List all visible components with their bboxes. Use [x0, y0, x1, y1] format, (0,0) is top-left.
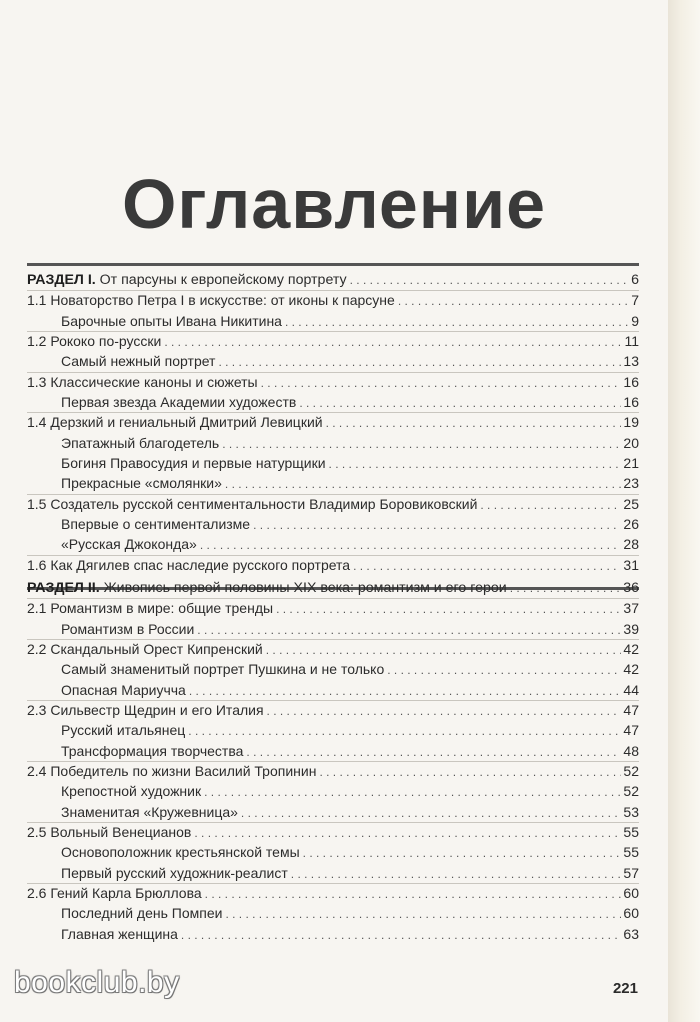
dot-leader	[398, 291, 629, 311]
toc-entry-text: 1.1 Новаторство Петра I в искусстве: от иконы к парсуне	[27, 292, 395, 309]
toc-entry-row	[27, 822, 639, 842]
toc-entry-text: 2.5 Вольный Венецианов	[27, 823, 192, 840]
toc-page-number: 20	[623, 434, 639, 451]
watermark-logo: bookclub.by	[14, 966, 180, 999]
toc-entry-title	[27, 290, 395, 310]
dot-leader	[329, 454, 622, 474]
toc-page-number: 47	[623, 701, 639, 718]
toc-entry-title	[27, 883, 202, 903]
toc-page-number: 44	[623, 681, 639, 698]
toc-entry-title	[27, 412, 323, 432]
dot-leader	[246, 742, 621, 762]
toc-entry-row	[27, 924, 639, 944]
toc-entry-row	[27, 863, 639, 883]
toc-entry-title	[27, 372, 258, 392]
toc-entry-text: Крепостной художник	[61, 783, 202, 800]
toc-entry-title	[27, 639, 263, 659]
dot-leader	[194, 823, 621, 843]
toc-entry-row	[27, 700, 639, 720]
toc-entry-title	[61, 720, 185, 740]
toc-entry-row	[27, 639, 639, 659]
toc-page-number: 16	[623, 393, 639, 410]
toc-entry-row	[27, 433, 639, 453]
toc-entry-text: «Русская Джоконда»	[61, 536, 197, 553]
toc-entry-title	[27, 761, 316, 781]
dot-leader	[204, 782, 621, 802]
toc-separator-line	[27, 331, 639, 332]
dot-leader	[387, 660, 621, 680]
toc-entry-title	[61, 842, 300, 862]
toc-page-number: 36	[623, 579, 639, 596]
page-spine-shadow	[668, 0, 700, 1022]
toc-entry-text: Романтизм в России	[61, 620, 195, 637]
dot-leader	[266, 640, 622, 660]
toc-entry-row	[27, 514, 639, 534]
toc-entry-title	[61, 802, 238, 822]
toc-page-number: 57	[623, 864, 639, 881]
toc-page-number: 53	[623, 803, 639, 820]
dot-leader	[350, 270, 629, 290]
toc-entry-text: 1.5 Создатель русской сентиментальности Владимир Боровиковский	[27, 495, 478, 512]
toc-entry-text: Главная женщина	[61, 925, 178, 942]
toc-separator-line	[27, 290, 639, 291]
toc-entry-row	[27, 372, 639, 392]
toc-page-number: 37	[623, 600, 639, 617]
toc-page-number: 55	[623, 844, 639, 861]
toc-entry-title	[61, 311, 282, 331]
toc-section-prefix: РАЗДЕЛ II.	[27, 579, 100, 596]
dot-leader	[188, 721, 621, 741]
toc-entry-text: 1.2 Рококо по-русски	[27, 332, 162, 349]
toc-page-number: 42	[623, 661, 639, 678]
toc-entry-row	[27, 351, 639, 371]
toc-entry-row	[27, 598, 639, 618]
page-title: Оглавление	[121, 165, 547, 243]
dot-leader	[181, 925, 622, 945]
toc-entry-text: Первый русский художник-реалист	[61, 864, 288, 881]
toc-separator-line	[27, 412, 639, 413]
toc-page-number: 6	[631, 272, 639, 288]
toc-entry-title	[27, 700, 264, 720]
toc-entry-title	[61, 863, 288, 883]
toc-page-number: 9	[631, 312, 639, 329]
toc-page-number: 19	[623, 414, 639, 431]
toc-entry-text: 1.4 Дерзкий и гениальный Дмитрий Левицкий	[27, 414, 323, 431]
toc-entry-text: Живопись первой половины XIX века: романтизм и его герои	[99, 579, 507, 596]
toc-entry-title	[27, 331, 161, 351]
toc-entry-title	[61, 433, 219, 453]
toc-entry-title	[27, 578, 507, 598]
toc-entry-title	[61, 659, 384, 679]
dot-leader	[353, 556, 621, 576]
toc-entry-text: Опасная Мариучча	[61, 681, 186, 698]
toc-page-number: 25	[623, 495, 639, 512]
dot-leader	[225, 904, 621, 924]
toc-entry-title	[61, 351, 215, 371]
toc-entry-text: От парсуны к европейскому портрету	[95, 272, 347, 288]
toc-entry-row	[27, 619, 639, 639]
toc-entry-title	[61, 453, 326, 473]
toc-page-number: 63	[623, 925, 639, 942]
toc-entry-text: Эпатажный благодетель	[61, 434, 220, 451]
toc-entry-title	[61, 534, 197, 554]
toc-separator-line	[27, 761, 639, 762]
toc-separator-line	[27, 555, 639, 556]
toc-entry-title	[27, 270, 347, 290]
toc-page-number: 52	[623, 783, 639, 800]
toc-entry-text: Первая звезда Академии художеств	[61, 393, 297, 410]
toc-separator-line	[27, 494, 639, 495]
dot-leader	[303, 843, 622, 863]
toc-entry-title	[61, 680, 186, 700]
dot-leader	[200, 535, 622, 555]
dot-leader	[253, 515, 621, 535]
toc-separator-line	[27, 639, 639, 640]
dot-leader	[164, 332, 622, 352]
toc-entry-row	[27, 883, 639, 903]
toc-entry-text: Трансформация творчества	[61, 742, 244, 759]
toc-entry-text: 2.4 Победитель по жизни Василий Тропинин	[27, 762, 317, 779]
toc-entry-title	[61, 514, 250, 534]
toc-separator-line	[27, 822, 639, 823]
page-number: 221	[612, 980, 638, 997]
toc-entry-row	[27, 453, 639, 473]
toc-page-number: 21	[623, 454, 639, 471]
toc-entry-row	[27, 741, 639, 761]
toc-page-number: 23	[623, 475, 639, 492]
toc-entry-text: 2.2 Скандальный Орест Кипренский	[27, 640, 263, 657]
dot-leader	[285, 312, 629, 332]
toc-page-number: 31	[623, 556, 639, 573]
toc-section-row	[27, 578, 639, 598]
toc-entry-text: Самый нежный портрет	[61, 353, 216, 370]
toc-entry-title	[61, 903, 222, 923]
dot-leader	[326, 413, 622, 433]
toc-entry-text: 1.3 Классические каноны и сюжеты	[27, 373, 258, 390]
toc-entry-text: Богиня Правосудия и первые натурщики	[61, 454, 326, 471]
dot-leader	[291, 864, 622, 884]
toc-entry-title	[27, 822, 191, 842]
toc-entry-text: Впервые о сентиментализме	[61, 515, 251, 532]
toc-entry-row	[27, 720, 639, 740]
toc-entry-row	[27, 842, 639, 862]
toc-page-number: 16	[623, 373, 639, 390]
toc-entry-row	[27, 290, 639, 310]
toc-entry-row	[27, 534, 639, 554]
dot-leader	[299, 393, 621, 413]
toc-entry-row	[27, 802, 639, 822]
toc-entry-text: Знаменитая «Кружевница»	[61, 803, 238, 820]
toc-section-prefix: РАЗДЕЛ I.	[27, 272, 96, 288]
dot-leader	[222, 434, 621, 454]
toc-entry-row	[27, 311, 639, 331]
dot-leader	[218, 352, 621, 372]
toc-page-number: 39	[623, 620, 639, 637]
toc-entry-text: 2.6 Гений Карла Брюллова	[27, 884, 202, 901]
toc-page-number: 7	[631, 292, 639, 309]
toc-page-number: 11	[624, 332, 639, 349]
dot-leader	[197, 620, 621, 640]
dot-leader	[189, 681, 622, 701]
dot-leader	[480, 495, 621, 515]
toc-entry-text: Прекрасные «смолянки»	[61, 475, 222, 492]
toc-page-number: 55	[623, 823, 639, 840]
toc-entry-text: 2.1 Романтизм в мире: общие тренды	[27, 600, 274, 617]
toc-separator-line	[27, 700, 639, 701]
toc-entry-title	[61, 619, 194, 639]
toc-entry-row	[27, 781, 639, 801]
dot-leader	[267, 701, 622, 721]
toc-page-number: 42	[623, 640, 639, 657]
toc-entry-title	[61, 924, 178, 944]
toc-entry-title	[61, 781, 201, 801]
toc-entry-text: 1.6 Как Дягилев спас наследие русского портрета	[27, 556, 351, 573]
toc-page-number: 60	[623, 884, 639, 901]
toc-page-number: 48	[623, 742, 639, 759]
dot-leader	[276, 599, 621, 619]
toc-separator-line	[27, 372, 639, 373]
toc-page-number: 47	[623, 722, 639, 739]
toc-entry-row	[27, 555, 639, 575]
toc-entry-row	[27, 680, 639, 700]
dot-leader	[225, 474, 622, 494]
toc-entry-title	[27, 555, 350, 575]
toc-entry-text: Русский итальянец	[61, 722, 186, 739]
toc-entry-row	[27, 473, 639, 493]
toc-entry-text: 2.3 Сильвестр Щедрин и его Италия	[27, 701, 264, 718]
toc-entry-title	[27, 494, 477, 514]
toc-page-number: 26	[623, 515, 639, 532]
toc-separator-line	[27, 883, 639, 884]
dot-leader	[319, 762, 621, 782]
toc-entry-text: Самый знаменитый портрет Пушкина и не только	[61, 661, 385, 678]
toc-section-row	[27, 270, 639, 290]
toc-entry-title	[27, 598, 273, 618]
toc-page-number: 60	[623, 905, 639, 922]
dot-leader	[241, 803, 622, 823]
toc-separator-line	[27, 598, 639, 599]
dot-leader	[510, 578, 622, 598]
toc-page-number: 52	[623, 762, 639, 779]
toc-entry-row	[27, 659, 639, 679]
toc-entry-row	[27, 392, 639, 412]
toc-entry-title	[61, 473, 222, 493]
toc-entry-text: Последний день Помпеи	[61, 905, 223, 922]
toc-page-number: 28	[623, 536, 639, 553]
section-1-rule	[27, 263, 639, 266]
toc-entry-row	[27, 331, 639, 351]
toc-entry-row	[27, 903, 639, 923]
toc-entry-text: Основоположник крестьянской темы	[61, 844, 300, 861]
toc-entry-text: Барочные опыты Ивана Никитина	[61, 312, 282, 329]
dot-leader	[205, 884, 622, 904]
toc-entry-row	[27, 494, 639, 514]
toc-entry-row	[27, 761, 639, 781]
dot-leader	[261, 373, 622, 393]
toc-entry-title	[61, 741, 243, 761]
toc-entry-row	[27, 412, 639, 432]
toc-entry-title	[61, 392, 296, 412]
toc-page-number: 13	[623, 353, 639, 370]
